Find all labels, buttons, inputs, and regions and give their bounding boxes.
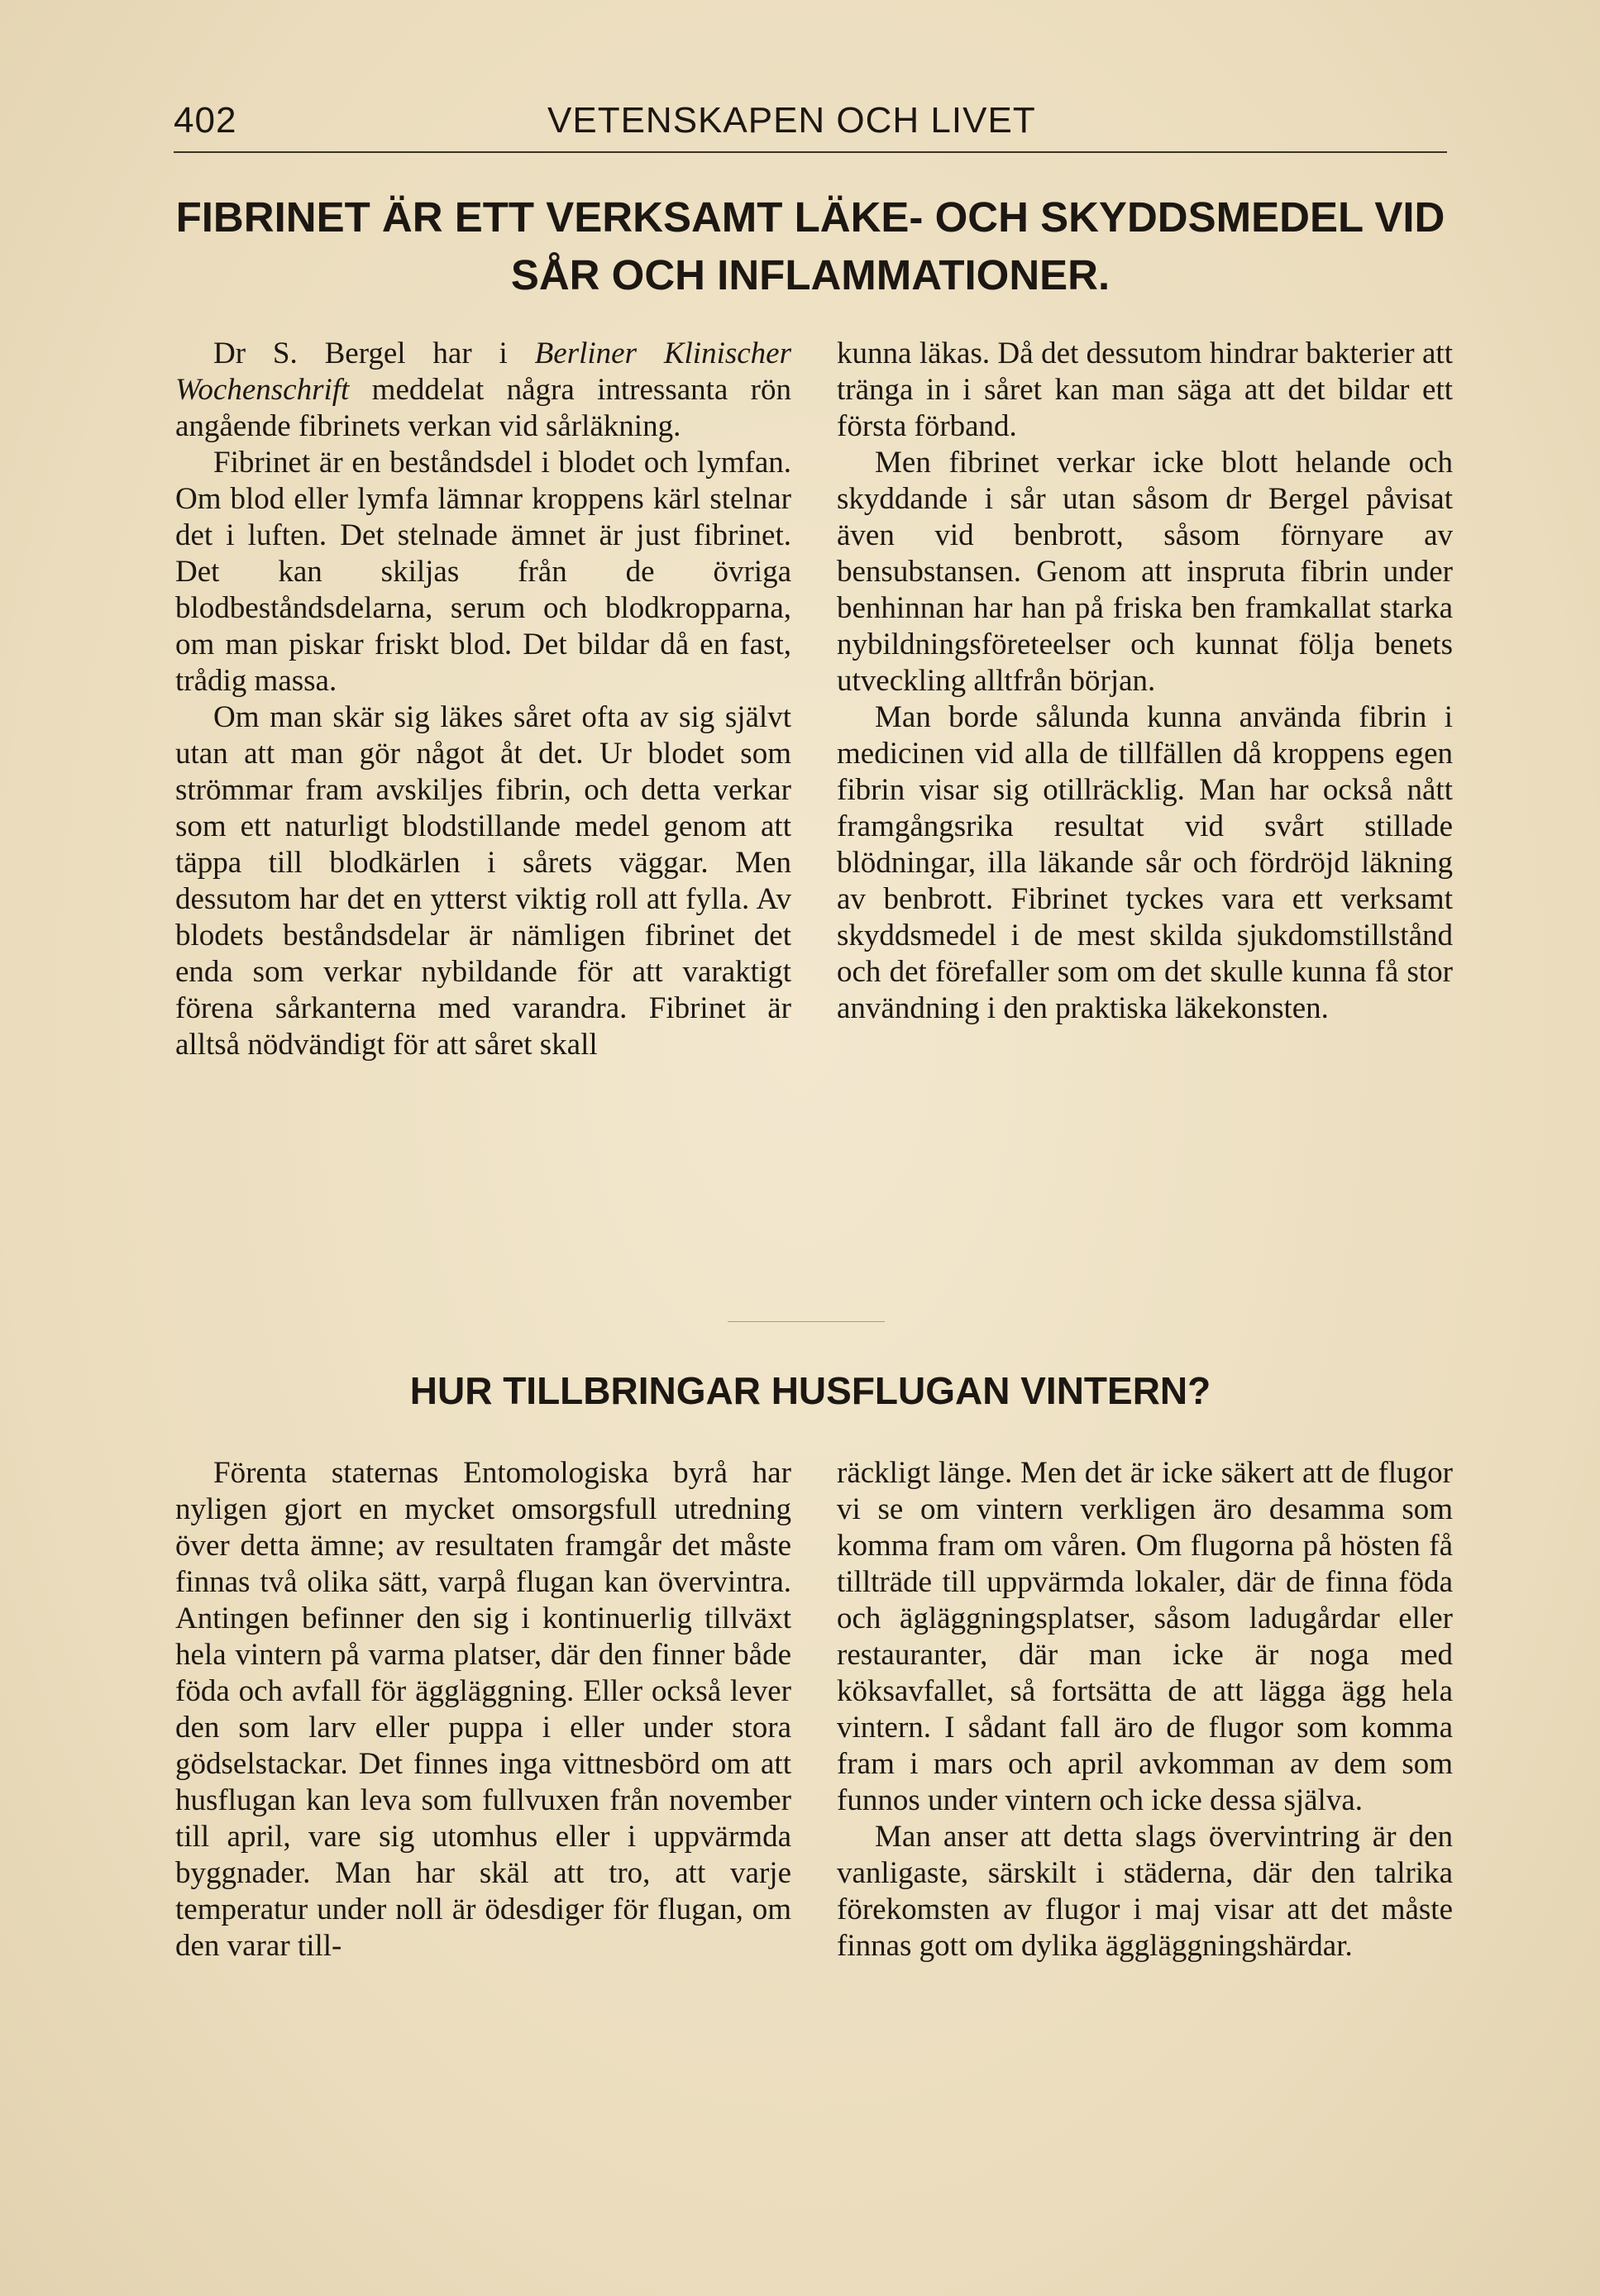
article1-column-left — [175, 336, 791, 1063]
article1-paragraph — [175, 336, 791, 445]
header-rule — [174, 151, 1447, 153]
article1-intro-end: meddelat några intressanta rön angående fibrinets verkan vid sårläkning. — [175, 373, 791, 443]
article2-title: HUR TILLBRINGAR HUSFLUGAN VINTERN? — [409, 1369, 1211, 1412]
article1-paragraph: Fibrinet är en beståndsdel i blodet och lymfan. Om blod eller lymfa lämnar kroppens kärl stelnar det i luften. Det stelnade ämnet är just fibrinet. Det kan skiljas från de övriga blodbeståndsdelarna, serum och blodkropparna, om man piskar friskt blod. Det bildar då en fast, trådig massa. — [175, 446, 791, 698]
running-header — [174, 98, 1447, 144]
running-title: VETENSKAPEN OCH LIVET — [547, 100, 1036, 141]
article2-column-right — [837, 1455, 1453, 1964]
article2-paragraph: Förenta staternas Entomologiska byrå har nyligen gjort en mycket omsorgsfull utredning över detta ämne; av resultaten framgår det måste finnas två olika sätt, varpå flugan kan övervintra. Antingen befinner den sig i kontinuerlig tillväxt hela vintern på varma platser, där den finner både föda och avfall för äggläggning. Eller också lever den som larv eller puppa i eller under stora gödselstackar. Det finnes inga vittnesbörd om att husflugan kan leva som fullvuxen från november till april, vare sig utomhus eller i uppvärmda byggnader. Man har skäl att tro, att varje temperatur under noll är ödesdiger för flugan, om den varar till- — [175, 1456, 791, 1963]
article1-paragraph: Men fibrinet verkar icke blott helande och skyddande i sår utan såsom dr Bergel påvisat även vid benbrott, såsom förnyare av bensubstansen. Genom att inspruta fibrin under benhinnan har han på friska ben framkallat starka nybildningsföreteelser och kunnat följa benets utveckling alltfrån början. — [837, 446, 1453, 698]
journal-name: Berliner Klinischer Wochenschrift — [175, 337, 791, 407]
article1-intro-start: Dr S. Bergel har i — [213, 337, 535, 370]
article2-column-left — [175, 1455, 791, 1964]
article-separator — [728, 1321, 885, 1322]
article2-paragraph: Man anser att detta slags övervintring är den vanligaste, särskilt i städerna, där den talrika förekomsten av flugor i maj visar att det måste finnas gott om dylika äggläggningshärdar. — [837, 1820, 1453, 1963]
article1-paragraph: Man borde sålunda kunna använda fibrin i medicinen vid alla de tillfällen då kroppens egen fibrin visar sig otillräcklig. Man har också nått framgångsrika resultat vid svårt stillade blödningar, illa läkande sår och fördröjd läkning av benbrott. Fibrinet tyckes vara ett verksamt skyddsmedel i de mest skilda sjukdomstillstånd och det förefaller som om det skulle kunna få stor användning i den praktiska läkekonsten. — [837, 700, 1453, 1025]
article1-paragraph: kunna läkas. Då det dessutom hindrar bakterier att tränga in i såret kan man säga att det bildar ett första förband. — [837, 337, 1453, 443]
page-number: 402 — [174, 100, 237, 141]
article1-paragraph: Om man skär sig läkes såret ofta av sig självt utan att man gör något åt det. Ur blodet som strömmar fram avskiljes fibrin, och detta verkar som ett naturligt blodstillande medel genom att täppa till blodkärlen i sårets väggar. Men dessutom har det en ytterst viktig roll att fylla. Av blodets beståndsdelar är nämligen fibrinet det enda som verkar nybildande för att varaktigt förena sårkanterna med varandra. Fibrinet är alltså nödvändigt för att såret skall — [175, 700, 791, 1062]
article1-column-right — [837, 336, 1453, 1027]
article2-paragraph: räckligt länge. Men det är icke säkert att de flugor vi se om vintern verkligen äro desamma som komma fram om våren. Om flugorna på hösten få tillträde till uppvärmda lokaler, där de finna föda och ägläggningsplatser, såsom ladugårdar eller restauranter, där man icke är noga med köksavfallet, så fortsätta de att lägga ägg hela vintern. I sådant fall äro de flugor som komma fram i mars och april avkomman av dem som funnos under vintern och icke dessa själva. — [837, 1456, 1453, 1817]
article1-title: FIBRINET ÄR ETT VERKSAMT LÄKE- OCH SKYDDSMEDEL VID SÅR OCH INFLAMMATIONER. — [175, 193, 1445, 298]
